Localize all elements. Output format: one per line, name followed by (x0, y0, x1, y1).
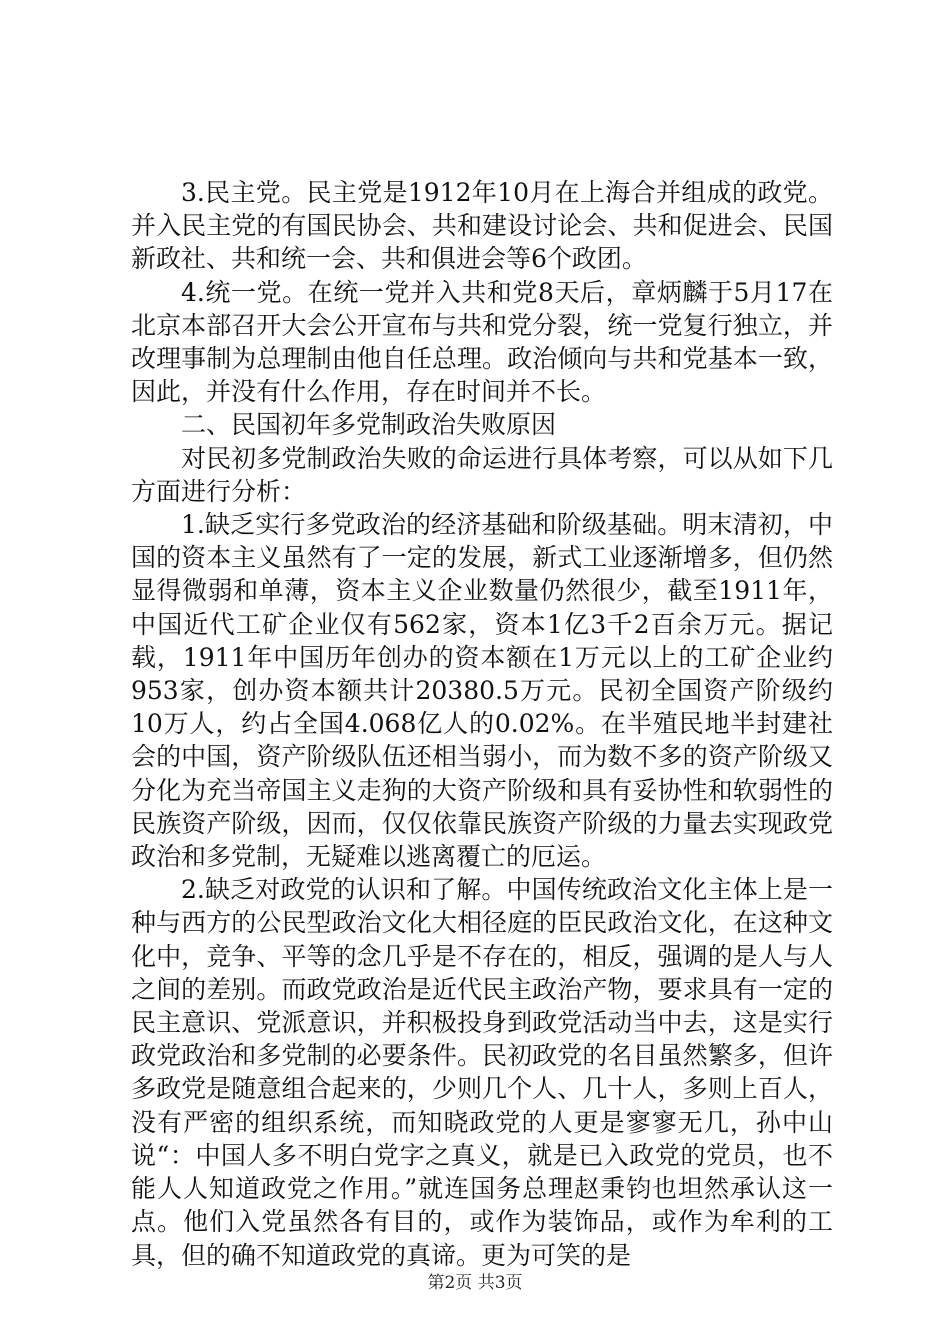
body-text (131, 176, 833, 1272)
paragraph-unity-party: 4.统一党。在统一党并入共和党8天后，章炳麟于5月17在北京本部召开大会公开宣布与共和党分裂，统一党复行独立，并改理事制为总理制由他自任总理。政治倾向与共和党基本一致，因此，并没有什么作用，存在时间并不长。 (131, 277, 833, 407)
section-heading: 二、民国初年多党制政治失败原因 (181, 410, 557, 440)
paragraph-intro: 对民初多党制政治失败的命运进行具体考察，可以从如下几方面进行分析： (131, 443, 833, 506)
page-footer: 第2页 共3页 (427, 1273, 523, 1293)
paragraph-party-understanding: 2.缺乏对政党的认识和了解。中国传统政治文化主体上是一种与西方的公民型政治文化大相径庭的臣民政治文化，在这种文化中，竞争、平等的念几乎是不存在的，相反，强调的是人与人之间的差别。而政党政治是近代民主政治产物，要求具有一定的民主意识、党派意识，并积极投身到政党活动当中去，这是实行政党政治和多党制的必要条件。民初政党的名目虽然繁多，但许多政党是随意组合起来的，少则几个人、几十人，多则上百人，没有严密的组织系统，而知晓政党的人更是寥寥无几，孙中山说“：中国人多不明白党字之真义，就是已入政党的党员，也不能人人知道政党之作用。”就连国务总理赵秉钧也坦然承认这一点。他们入党虽然各有目的，或作为装饰品，或作为牟利的工具，但的确不知道政党的真谛。更为可笑的是 (131, 875, 833, 1270)
paragraph-democratic-party: 3.民主党。民主党是1912年10月在上海合并组成的政党。并入民主党的有国民协会、共和建设讨论会、共和促进会、民国新政社、共和统一会、共和俱进会等6个政团。 (131, 178, 833, 274)
paragraph-economic-basis: 1.缺乏实行多党政治的经济基础和阶级基础。明末清初，中国的资本主义虽然有了一定的发展，新式工业逐渐增多，但仍然显得微弱和单薄，资本主义企业数量仍然很少，截至1911年，中国近代工矿企业仅有562家，资本1亿3千2百余万元。据记载，1911年中国历年创办的资本额在1万元以上的工矿企业约953家，创办资本额共计20380.5万元。民初全国资产阶级约10万人，约占全国4.068亿人的0.02%。在半殖民地半封建社会的中国，资产阶级队伍还相当弱小，而为数不多的资产阶级又分化为充当帝国主义走狗的大资产阶级和具有妥协性和软弱性的民族资产阶级，因而，仅仅依靠民族资产阶级的力量去实现政党政治和多党制，无疑难以逃离覆亡的厄运。 (131, 510, 833, 872)
